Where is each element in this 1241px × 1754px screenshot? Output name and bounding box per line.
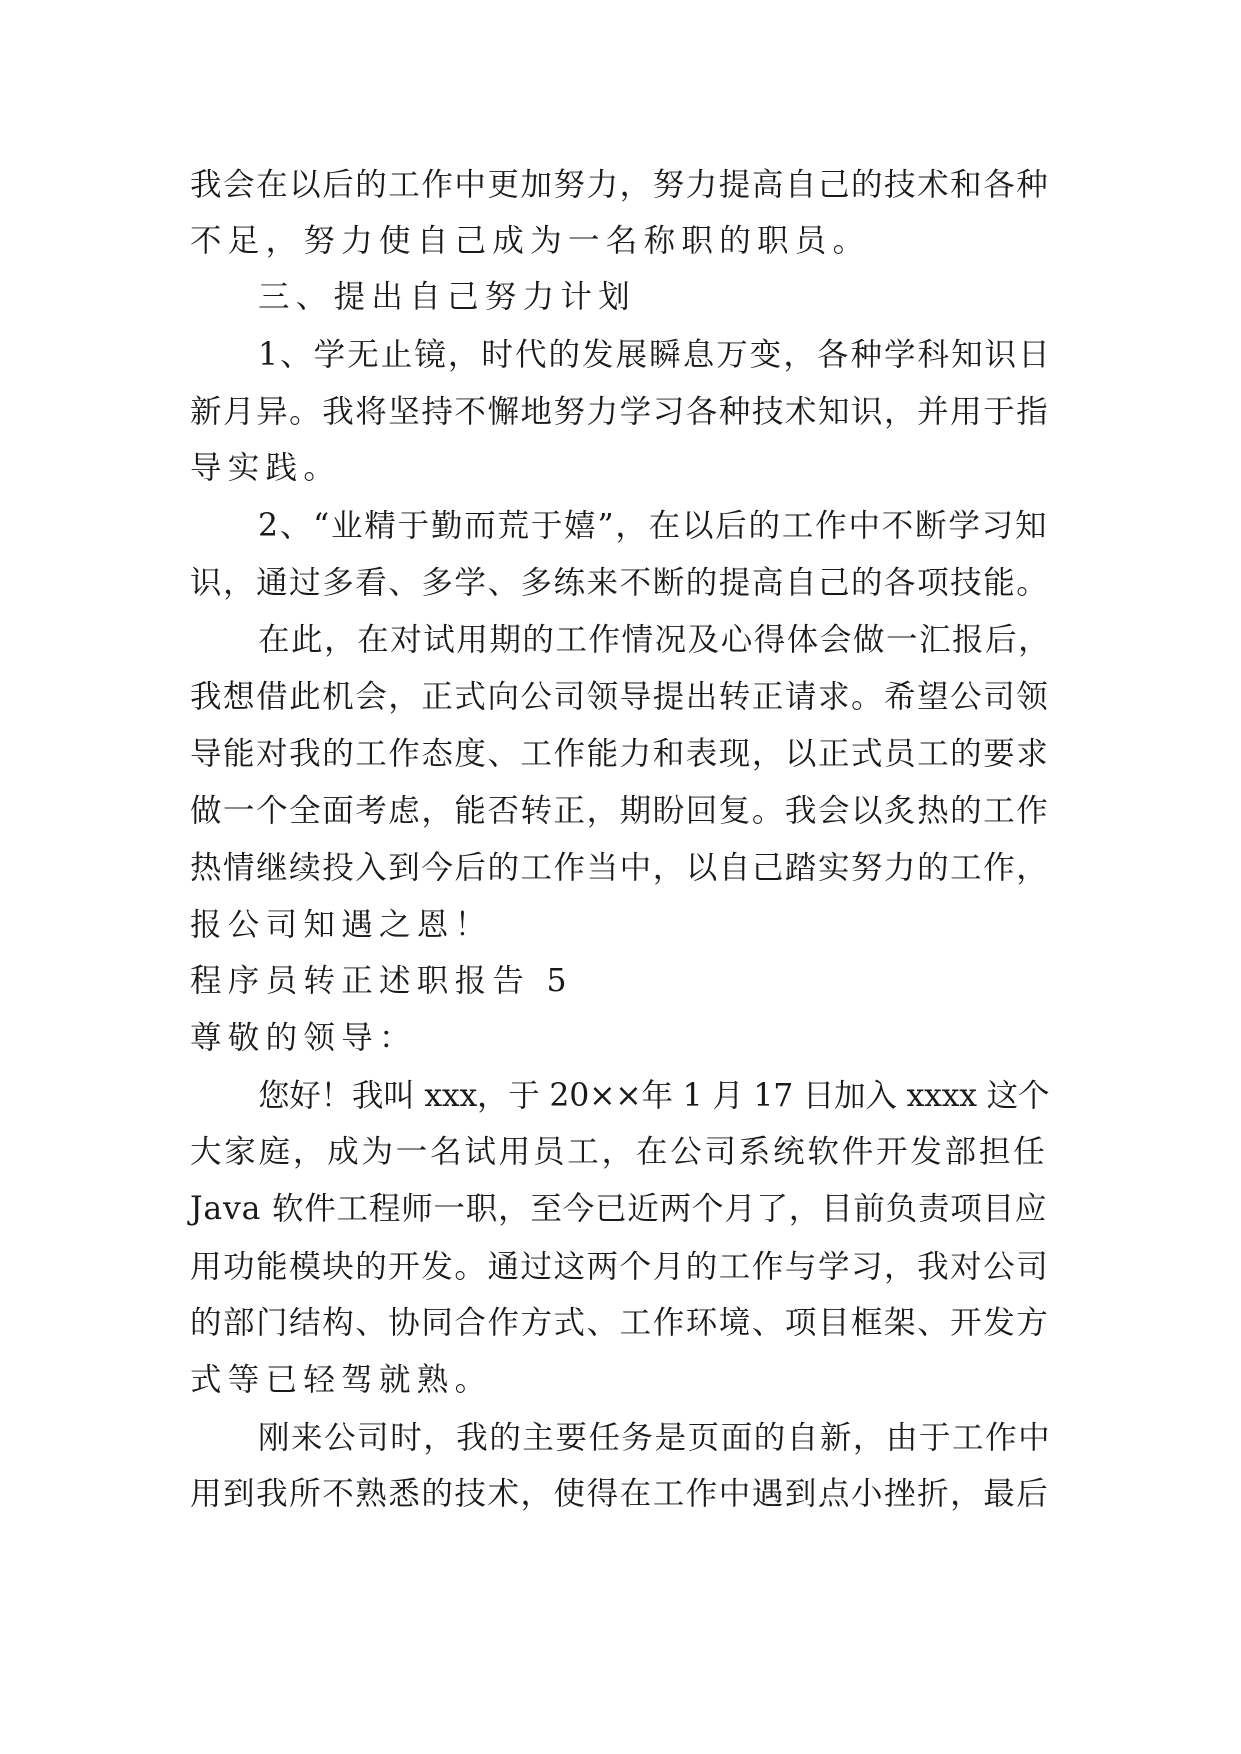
text-line: 导实践。 [190,450,342,486]
text-line: 刚来公司时，我的主要任务是页面的自新，由于工作中 [258,1420,1052,1456]
text-line: Java 软件工程师一职，至今已近两个月了，目前负责项目应 [190,1191,1048,1227]
report-title: 程序员转正述职报告 5 [190,963,573,999]
section-heading: 三、提出自己努力计划 [258,279,637,315]
text-line: 导能对我的工作态度、工作能力和表现，以正式员工的要求 [190,736,1050,772]
text-line: 报公司知遇之恩！ [190,907,493,943]
text-line: 2、“业精于勤而荒于嬉”，在以后的工作中不断学习知 [258,508,1049,544]
salutation: 尊敬的领导： [190,1020,417,1056]
text-line: 用功能模块的开发。通过这两个月的工作与学习，我对公司 [190,1249,1050,1285]
text-line: 大家庭，成为一名试用员工，在公司系统软件开发部担任 [190,1134,1048,1170]
text-line: 新月异。我将坚持不懈地努力学习各种技术知识，并用于指 [190,394,1050,430]
text-line: 我想借此机会，正式向公司领导提出转正请求。希望公司领 [190,679,1050,715]
text-line: 识，通过多看、多学、多练来不断的提高自己的各项技能。 [190,565,1050,601]
text-line: 用到我所不熟悉的技术，使得在工作中遇到点小挫折，最后 [190,1476,1050,1512]
text-line: 您好！我叫 xxx，于 20××年 1 月 17 日加入 xxxx 这个 [258,1078,1050,1114]
text-line: 在此，在对试用期的工作情况及心得体会做一汇报后， [258,622,1052,658]
text-line: 1、学无止镜，时代的发展瞬息万变，各种学科知识日 [258,337,1052,373]
text-line: 不足，努力使自己成为一名称职的职员。 [190,223,871,259]
text-line: 热情继续投入到今后的工作当中，以自己踏实努力的工作， [190,850,1050,886]
text-line: 式等已轻驾就熟。 [190,1362,493,1398]
text-line: 我会在以后的工作中更加努力，努力提高自己的技术和各种 [190,167,1050,203]
text-line: 做一个全面考虑，能否转正，期盼回复。我会以炙热的工作 [190,793,1050,829]
text-line: 的部门结构、协同合作方式、工作环境、项目框架、开发方 [190,1305,1050,1341]
